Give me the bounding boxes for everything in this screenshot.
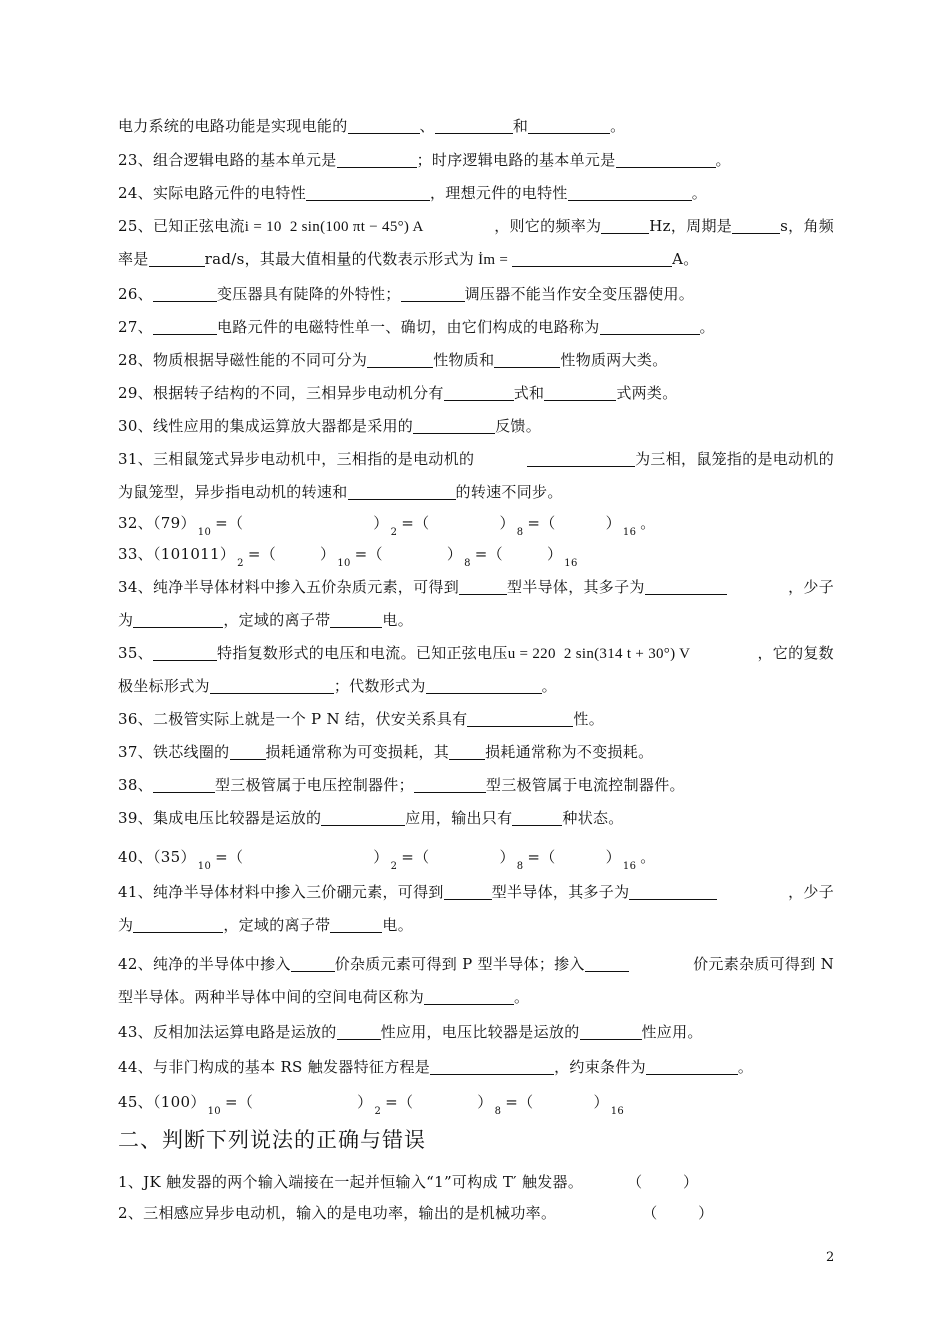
answer-blank[interactable] [413, 419, 495, 434]
punctuation: 。 [640, 514, 656, 532]
question-text: 电力系统的电路功能是实现电能的 [118, 117, 348, 135]
base-subscript: 8 [516, 861, 524, 872]
answer-blank[interactable] [544, 386, 616, 401]
question-text: 为鼠笼型，异步指电动机的转速和 [118, 483, 348, 501]
answer-blank[interactable] [568, 186, 692, 201]
answer-blank[interactable] [600, 320, 700, 335]
question-28 [118, 350, 838, 370]
answer-blank[interactable] [645, 580, 727, 595]
question-text: 25、已知正弦电流 [118, 217, 245, 235]
answer-blank[interactable] [646, 1060, 738, 1075]
question-text: 价元素杂质可得到 N [693, 955, 834, 973]
equals: =（ [474, 545, 503, 563]
question-text: s，角频 [780, 217, 834, 235]
question-24 [118, 183, 838, 203]
question-number: 38、 [118, 776, 153, 794]
paren: ） [605, 514, 621, 532]
punctuation: 。 [715, 151, 731, 169]
current-formula: i = 10 2 sin(100 πt − 45°) A [244, 219, 424, 235]
question-text: 为三相，鼠笼指的是电动机的 [635, 450, 834, 468]
answer-blank[interactable] [230, 745, 266, 760]
question-37 [118, 742, 838, 762]
base-subscript: 10 [197, 861, 212, 872]
question-text: 30、线性应用的集成运算放大器都是采用的 [118, 417, 414, 435]
question-34-cont [118, 610, 838, 630]
phasor-symbol: İm = [478, 252, 509, 268]
question-text: 型三极管属于电压控制器件； [215, 776, 414, 794]
question-text: 36、二极管实际上就是一个 P N 结，伏安关系具有 [118, 710, 468, 728]
question-29 [118, 383, 838, 403]
question-text: 种状态。 [562, 809, 624, 827]
question-text: 率是 [118, 250, 149, 268]
paren: ） [320, 545, 336, 563]
question-text: ，则它的频率为 [494, 217, 602, 235]
question-text: 极坐标形式为 [118, 677, 210, 695]
answer-blank[interactable] [528, 119, 610, 134]
answer-blank[interactable] [330, 918, 382, 933]
paren: ） [605, 848, 621, 866]
base-subscript: 8 [494, 1106, 502, 1117]
judge-item-2 [118, 1203, 838, 1223]
question-22 [118, 116, 838, 136]
answer-blank[interactable] [337, 153, 417, 168]
question-text: 29、根据转子结构的不同，三相异步电动机分有 [118, 384, 444, 402]
equals: =（ [527, 848, 556, 866]
question-text: 电。 [382, 916, 414, 934]
equals: =（ [247, 545, 276, 563]
answer-blank[interactable] [435, 119, 513, 134]
answer-blank[interactable] [153, 646, 217, 661]
base-subscript: 8 [516, 527, 524, 538]
question-text: 32、（79） [118, 514, 196, 532]
question-text: 41、纯净半导体材料中掺入三价硼元素，可得到 [118, 883, 444, 901]
answer-blank[interactable] [601, 219, 649, 234]
punctuation: 。 [691, 184, 708, 202]
question-35 [118, 643, 834, 664]
voltage-formula: u = 220 2 sin(314 t + 30°) V [507, 646, 691, 662]
base-subscript: 2 [374, 1106, 382, 1117]
answer-paren[interactable]: （ ） [627, 1173, 699, 1191]
question-text: A。 [672, 250, 699, 268]
answer-blank[interactable] [426, 679, 542, 694]
question-text: 的转速不同步。 [455, 483, 563, 501]
paren: ） [357, 1093, 373, 1111]
answer-blank[interactable] [153, 287, 217, 302]
question-text: 和 [512, 117, 529, 135]
question-number: 35、 [118, 644, 153, 662]
judge-item-1 [118, 1172, 838, 1192]
paren: ） [373, 514, 389, 532]
answer-blank[interactable] [367, 353, 433, 368]
question-text: ，理想元件的电特性 [430, 184, 568, 202]
question-35-cont [118, 676, 838, 696]
answer-blank[interactable] [133, 613, 223, 628]
equals: =（ [505, 1093, 534, 1111]
paren: ） [593, 1093, 609, 1111]
question-25-cont [118, 249, 838, 270]
answer-blank[interactable] [348, 485, 456, 500]
judge-text: 1、JK 触发器的两个输入端接在一起并恒输入“1”可构成 T′ 触发器。 [118, 1173, 584, 1191]
question-text: 反馈。 [495, 417, 541, 435]
question-text: ，约束条件为 [554, 1058, 646, 1076]
equals: =（ [224, 1093, 254, 1111]
question-text: 性应用，电压比较器是运放的 [380, 1023, 580, 1041]
question-44 [118, 1057, 838, 1077]
question-text: ，少子 [788, 883, 834, 901]
question-text: 型半导体，其多子为 [491, 883, 630, 901]
question-text: 式两类。 [616, 384, 678, 402]
question-text: ，它的复数 [757, 644, 834, 662]
base-subscript: 8 [464, 558, 471, 569]
separator: 、 [419, 117, 435, 135]
page-number: 2 [826, 1250, 835, 1265]
question-number: 26、 [118, 285, 153, 303]
question-text: 变压器具有陡降的外特性； [217, 285, 401, 303]
question-38 [118, 775, 838, 795]
question-text: 性物质和 [433, 351, 495, 369]
answer-blank[interactable] [527, 452, 635, 467]
question-text: 42、纯净的半导体中掺入 [118, 955, 291, 973]
question-text: Hz，周期是 [649, 217, 733, 235]
question-text: 31、三相鼠笼式异步电动机中，三相指的是电动机的 [118, 450, 475, 468]
answer-blank[interactable] [210, 679, 334, 694]
question-text: 37、铁芯线圈的 [118, 743, 230, 761]
question-text: ，定域的离子带 [223, 916, 331, 934]
equals: =（ [385, 1093, 414, 1111]
answer-blank[interactable] [629, 885, 717, 900]
equals: =（ [527, 514, 556, 532]
answer-blank[interactable] [459, 580, 507, 595]
base-subscript: 16 [622, 861, 637, 872]
answer-blank[interactable] [149, 252, 205, 267]
base-subscript: 10 [197, 527, 212, 538]
answer-paren[interactable]: （ ） [642, 1204, 714, 1222]
answer-blank[interactable] [153, 320, 217, 335]
answer-blank[interactable] [512, 252, 672, 267]
answer-blank[interactable] [512, 811, 562, 826]
question-text: 型三极管属于电流控制器件。 [485, 776, 685, 794]
answer-blank[interactable] [494, 353, 560, 368]
question-text: 型半导体，其多子为 [507, 578, 645, 596]
question-text: 性。 [573, 710, 605, 728]
base-subscript: 2 [237, 558, 244, 569]
question-text: 23、组合逻辑电路的基本单元是 [118, 151, 337, 169]
question-26 [118, 284, 838, 304]
question-33 [118, 544, 838, 567]
paren: ） [546, 545, 563, 563]
question-36 [118, 709, 838, 729]
punctuation: 。 [514, 988, 530, 1006]
answer-blank[interactable] [424, 990, 514, 1005]
base-subscript: 10 [337, 558, 351, 569]
equals: =（ [401, 848, 430, 866]
question-39 [118, 808, 838, 828]
question-text: 33、（101011） [118, 545, 236, 563]
question-text: 45、（100） [118, 1093, 206, 1111]
answer-blank[interactable] [401, 287, 465, 302]
question-text: rad/s，其最大值相量的代数表示形式为 [204, 250, 475, 268]
question-30 [118, 416, 838, 436]
answer-blank[interactable] [430, 1060, 554, 1075]
punctuation: 。 [737, 1058, 754, 1076]
question-text: 调压器不能当作安全变压器使用。 [464, 285, 695, 303]
answer-blank[interactable] [444, 386, 514, 401]
base-subscript: 16 [622, 527, 637, 538]
equals: =（ [215, 848, 244, 866]
question-43 [118, 1022, 838, 1042]
question-text: 损耗通常称为不变损耗。 [485, 743, 654, 761]
question-text: 43、反相加法运算电路是运放的 [118, 1023, 337, 1041]
question-41-cont [118, 915, 838, 935]
question-number: 27、 [118, 318, 153, 336]
question-23 [118, 150, 838, 170]
question-42-cont [118, 987, 838, 1007]
question-text: 电。 [382, 611, 414, 629]
paren: ） [499, 848, 515, 866]
question-text: 为 [118, 611, 134, 629]
section-heading: 二、判断下列说法的正确与错误 [118, 1128, 426, 1152]
equals: =（ [354, 545, 383, 563]
question-text: 损耗通常称为可变损耗，其 [265, 743, 450, 761]
answer-blank[interactable] [467, 712, 573, 727]
question-text: 40、（35） [118, 848, 196, 866]
punctuation: 。 [610, 117, 626, 135]
equals: =（ [401, 514, 430, 532]
base-subscript: 10 [207, 1106, 221, 1117]
question-34 [118, 577, 834, 597]
question-27 [118, 317, 838, 337]
base-subscript: 16 [610, 1106, 625, 1117]
answer-blank[interactable] [348, 119, 420, 134]
base-subscript: 16 [564, 558, 578, 569]
question-text: ，定域的离子带 [223, 611, 331, 629]
judge-text: 2、三相感应异步电动机，输入的是电功率，输出的是机械功率。 [118, 1204, 557, 1222]
answer-blank[interactable] [449, 745, 485, 760]
base-subscript: 2 [390, 527, 398, 538]
answer-blank[interactable] [291, 957, 335, 972]
question-42 [118, 954, 834, 974]
equals: =（ [215, 514, 244, 532]
answer-blank[interactable] [580, 1025, 642, 1040]
answer-blank[interactable] [585, 957, 629, 972]
question-text: 34、纯净半导体材料中掺入五价杂质元素，可得到 [118, 578, 459, 596]
question-text: 性物质两大类。 [560, 351, 668, 369]
question-text: 型半导体。两种半导体中间的空间电荷区称为 [118, 988, 425, 1006]
question-text: 28、物质根据导磁性能的不同可分为 [118, 351, 368, 369]
answer-blank[interactable] [133, 918, 223, 933]
base-subscript: 2 [390, 861, 398, 872]
question-text: 价杂质元素可得到 P 型半导体；掺入 [334, 955, 585, 973]
question-31 [118, 449, 834, 469]
answer-blank[interactable] [444, 885, 492, 900]
paren: ） [477, 1093, 493, 1111]
question-31-cont [118, 482, 838, 502]
question-45 [118, 1092, 838, 1115]
question-text: ；时序逻辑电路的基本单元是 [416, 151, 616, 169]
paren: ） [499, 514, 515, 532]
answer-blank[interactable] [616, 153, 716, 168]
question-text: ；代数形式为 [333, 677, 426, 695]
answer-blank[interactable] [321, 811, 405, 826]
question-text: 应用，输出只有 [405, 809, 513, 827]
question-text: 24、实际电路元件的电特性 [118, 184, 306, 202]
punctuation: 。 [640, 848, 656, 866]
answer-blank[interactable] [732, 219, 780, 234]
question-text: ，少子 [788, 578, 834, 596]
question-text: 式和 [513, 384, 545, 402]
question-text: 性应用。 [641, 1023, 703, 1041]
question-25 [118, 216, 834, 237]
paren: ） [373, 848, 389, 866]
answer-blank[interactable] [153, 778, 215, 793]
question-32 [118, 513, 838, 536]
paren: ） [446, 545, 463, 563]
punctuation: 。 [541, 677, 557, 695]
question-text: 为 [118, 916, 134, 934]
answer-blank[interactable] [414, 778, 486, 793]
answer-blank[interactable] [337, 1025, 381, 1040]
question-text: 电路元件的电磁特性单一、确切，由它们构成的电路称为 [217, 318, 600, 336]
question-41 [118, 882, 834, 902]
answer-blank[interactable] [306, 186, 430, 201]
punctuation: 。 [699, 318, 715, 336]
question-text: 44、与非门构成的基本 RS 触发器特征方程是 [118, 1058, 431, 1076]
answer-blank[interactable] [330, 613, 382, 628]
question-40 [118, 847, 838, 870]
question-text: 特指复数形式的电压和电流。已知正弦电压 [217, 644, 508, 662]
question-text: 39、集成电压比较器是运放的 [118, 809, 322, 827]
